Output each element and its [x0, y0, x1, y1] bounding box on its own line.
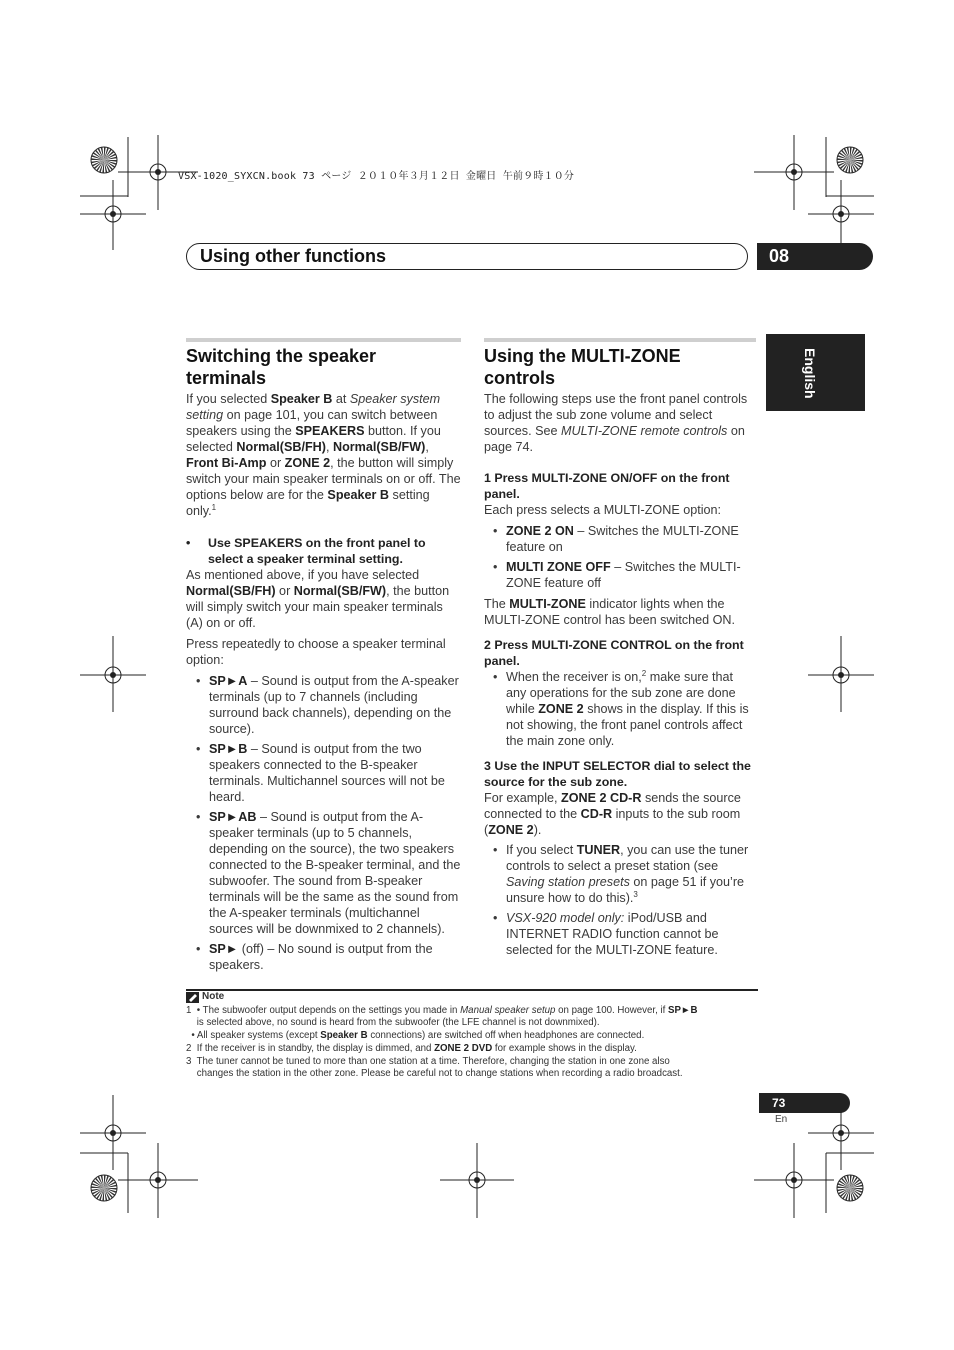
chapter-number: 08 [757, 243, 873, 270]
text-run: shows in the display. If this is not showing, the front panel controls affect the main zone only. [506, 702, 749, 748]
text-run: button. If you selected [186, 424, 441, 454]
text-run: Normal(SB/FW) [293, 584, 387, 598]
bullet-item [484, 910, 756, 958]
text-run: 1 [211, 502, 217, 512]
text-run: Saving station presets [506, 875, 630, 889]
text-run: iPod/USB and INTERNET RADIO function cannot be selected for the MULTI-ZONE feature. [506, 911, 719, 957]
press-text: Press repeatedly to choose a speaker terminal option: [186, 637, 446, 667]
text-run: – Sound is output from the A-speaker terminals (up to 5 channels, depending on the source), the two speakers connected to the B-speaker terminal, and the subwoofer. The sound from B-speaker terminals will be the same as the sound from the A-speaker terminals (multichannel sources will be downmixed to 2 channels). [209, 810, 461, 936]
bullet-item [484, 559, 756, 591]
text-run: , the button will simply switch your main speaker terminals on or off. The options below are for the [186, 456, 461, 502]
text-run: connections) are switched off when headphones are connected. [367, 1030, 645, 1042]
text-run: – Switches the MULTI-ZONE feature on [506, 524, 739, 554]
bullet-item [484, 523, 756, 555]
text-run: , [425, 440, 429, 454]
step-bullet: • [186, 536, 191, 550]
print-header: VSX-1020_SYXCN.book 73 ページ ２０１０年３月１２日 金曜日 午前９時１０分 [178, 171, 575, 182]
text-run: at [332, 392, 350, 406]
text-run: Speaker B [270, 392, 333, 406]
text-run: sends the source connected to the [484, 791, 741, 821]
page-number: 73 [759, 1093, 850, 1113]
text-run: on page 101, you can switch between speakers using the [186, 408, 438, 438]
text-run: make sure that any operations for the sub zone are done while [506, 670, 736, 716]
bullet-item [187, 741, 461, 805]
multizone-step-3: 3 Use the INPUT SELECTOR dial to select the source for the sub zone. [484, 759, 751, 789]
text-run: As mentioned above, if you have selected [186, 568, 420, 582]
step-3-body [484, 790, 756, 838]
text-run: for example shows in the display. [492, 1042, 637, 1054]
text-run: or [266, 456, 285, 470]
text-run: inputs to the sub room ( [484, 807, 741, 837]
text-run: (off) – No sound is output from the speakers. [209, 942, 433, 972]
text-run: When the receiver is on, [506, 670, 642, 684]
text-run: VSX-920 model only: [506, 911, 625, 925]
text-run: If you select [506, 843, 577, 857]
text-run: TUNER [576, 843, 621, 857]
text-run: ZONE 2 ON [506, 524, 574, 538]
right-column [484, 338, 756, 958]
text-run: Speaker system setting [186, 392, 441, 422]
text-run: – Sound is output from the two speakers connected to the B-speaker terminals. Multichannel sources will not be heard. [209, 742, 445, 804]
text-run: setting only. [186, 488, 430, 518]
bullet-dot: • [493, 911, 498, 925]
note-line [186, 1056, 761, 1069]
note-line [186, 1017, 761, 1030]
step-1-options [484, 523, 756, 591]
bullet-dot: • [196, 810, 201, 824]
left-column [186, 338, 461, 973]
text-run: on page 74. [484, 424, 745, 454]
multizone-step-2: 2 Press MULTI-ZONE CONTROL on the front panel. [484, 638, 744, 668]
text-run: Normal(SB/FH) [186, 584, 276, 598]
text-run: ZONE 2 CD-R [561, 791, 642, 805]
note-line [186, 1005, 761, 1018]
bullet-item [187, 809, 461, 937]
text-run: 1 • The subwoofer output depends on the settings you made in [186, 1004, 461, 1016]
heading-speaker-terminals: Switching the speaker terminals [186, 346, 377, 388]
bullet-dot: • [196, 742, 201, 756]
text-run: MULTI-ZONE remote controls [561, 424, 728, 438]
language-tab-label: English [802, 348, 818, 399]
bullet-dot: • [493, 843, 498, 857]
text-run: The following steps use the front panel controls to adjust the sub zone volume and select sources. See [484, 392, 748, 438]
text-run: , the button will simply switch your main speaker terminals (A) on or off. [186, 584, 450, 630]
text-run: 3 The tuner cannot be tuned to more than one station at a time. Therefore, changing the station in one zone also [186, 1055, 670, 1067]
bullet-item [484, 842, 756, 906]
heading-multizone: Using the MULTI-ZONE controls [484, 346, 681, 388]
text-run: For example, [484, 791, 561, 805]
note-line [186, 1030, 761, 1043]
text-run: • All speaker systems (except [186, 1030, 321, 1042]
heading-rule [186, 338, 461, 342]
step-1-body: Each press selects a MULTI-ZONE option: [484, 503, 722, 517]
text-run: ZONE 2 [538, 702, 584, 716]
text-run: CD-R [580, 807, 613, 821]
text-run: SP► [209, 942, 239, 956]
text-run: ). [533, 823, 542, 837]
multizone-step-1: 1 Press MULTI-ZONE ON/OFF on the front panel. [484, 471, 730, 501]
text-run: SP►AB [209, 810, 257, 824]
text-run: SP►A [209, 674, 248, 688]
text-run: is selected above, no sound is heard from the subwoofer (the LFE channel is not downmixed). [186, 1017, 600, 1029]
text-run: indicator lights when the MULTI-ZONE control has been switched ON. [484, 597, 736, 627]
bullet-item [187, 673, 461, 737]
text-run: 2 [641, 668, 647, 678]
note-line [186, 1068, 761, 1081]
step-3-options [484, 842, 756, 958]
step-2-options [484, 669, 756, 749]
speaker-intro [186, 391, 461, 519]
text-run: SPEAKERS [295, 424, 365, 438]
bullet-dot: • [493, 560, 498, 574]
text-run: on page 51 if you’re unsure how to do this). [506, 875, 745, 905]
text-run: The [484, 597, 510, 611]
note-icon [186, 992, 199, 1003]
indicator-text [484, 596, 756, 628]
text-run: Speaker B [320, 1030, 368, 1042]
bullet-dot: • [493, 670, 498, 684]
text-run: If you selected [186, 392, 271, 406]
text-run: SP►B [209, 742, 248, 756]
text-run: ZONE 2 [284, 456, 331, 470]
notes-header [186, 991, 761, 1004]
text-run: SP►B [668, 1004, 698, 1016]
text-run: Manual speaker setup [460, 1004, 556, 1016]
bullet-item [187, 941, 461, 973]
text-run: – Sound is output from the A-speaker terminals (up to 7 channels (including surround back channels), depending on the source). [209, 674, 459, 736]
step-text: Use SPEAKERS on the front panel to select a speaker terminal setting. [208, 536, 426, 566]
speaker-step [186, 535, 461, 567]
bullet-dot: • [196, 674, 201, 688]
text-run: Front Bi-Amp [186, 456, 267, 470]
notes-lines [186, 1005, 761, 1081]
bullet-dot: • [493, 524, 498, 538]
multizone-intro [484, 391, 756, 455]
notes [186, 991, 761, 1081]
bullet-dot: • [196, 942, 201, 956]
text-run: 2 If the receiver is in standby, the display is dimmed, and [186, 1042, 435, 1054]
language-tab [766, 334, 865, 411]
text-run: , [325, 440, 333, 454]
text-run: Normal(SB/FW) [332, 440, 426, 454]
text-run: or [275, 584, 294, 598]
speaker-options [186, 673, 461, 973]
text-run: MULTI ZONE OFF [506, 560, 611, 574]
heading-rule [484, 338, 756, 342]
notes-title: Note [202, 991, 225, 1002]
text-run: on page 100. However, if [555, 1004, 668, 1016]
text-run: 3 [633, 889, 638, 899]
text-run: changes the station in the other zone. Please be careful not to change stations when recording a radio broadcast. [186, 1068, 683, 1080]
text-run: ZONE 2 DVD [434, 1042, 493, 1054]
speaker-step-body [186, 567, 461, 631]
page-language: En [775, 1114, 788, 1125]
text-run: – Switches the MULTI-ZONE feature off [506, 560, 741, 590]
text-run: MULTI-ZONE [509, 597, 586, 611]
note-line [186, 1043, 761, 1056]
section-title: Using other functions [200, 246, 386, 266]
text-run: Speaker B [327, 488, 390, 502]
text-run: ZONE 2 [488, 823, 534, 837]
text-run: Normal(SB/FH) [236, 440, 326, 454]
text-run: , you can use the tuner controls to select a preset station (see [506, 843, 749, 873]
bullet-item [484, 669, 756, 749]
